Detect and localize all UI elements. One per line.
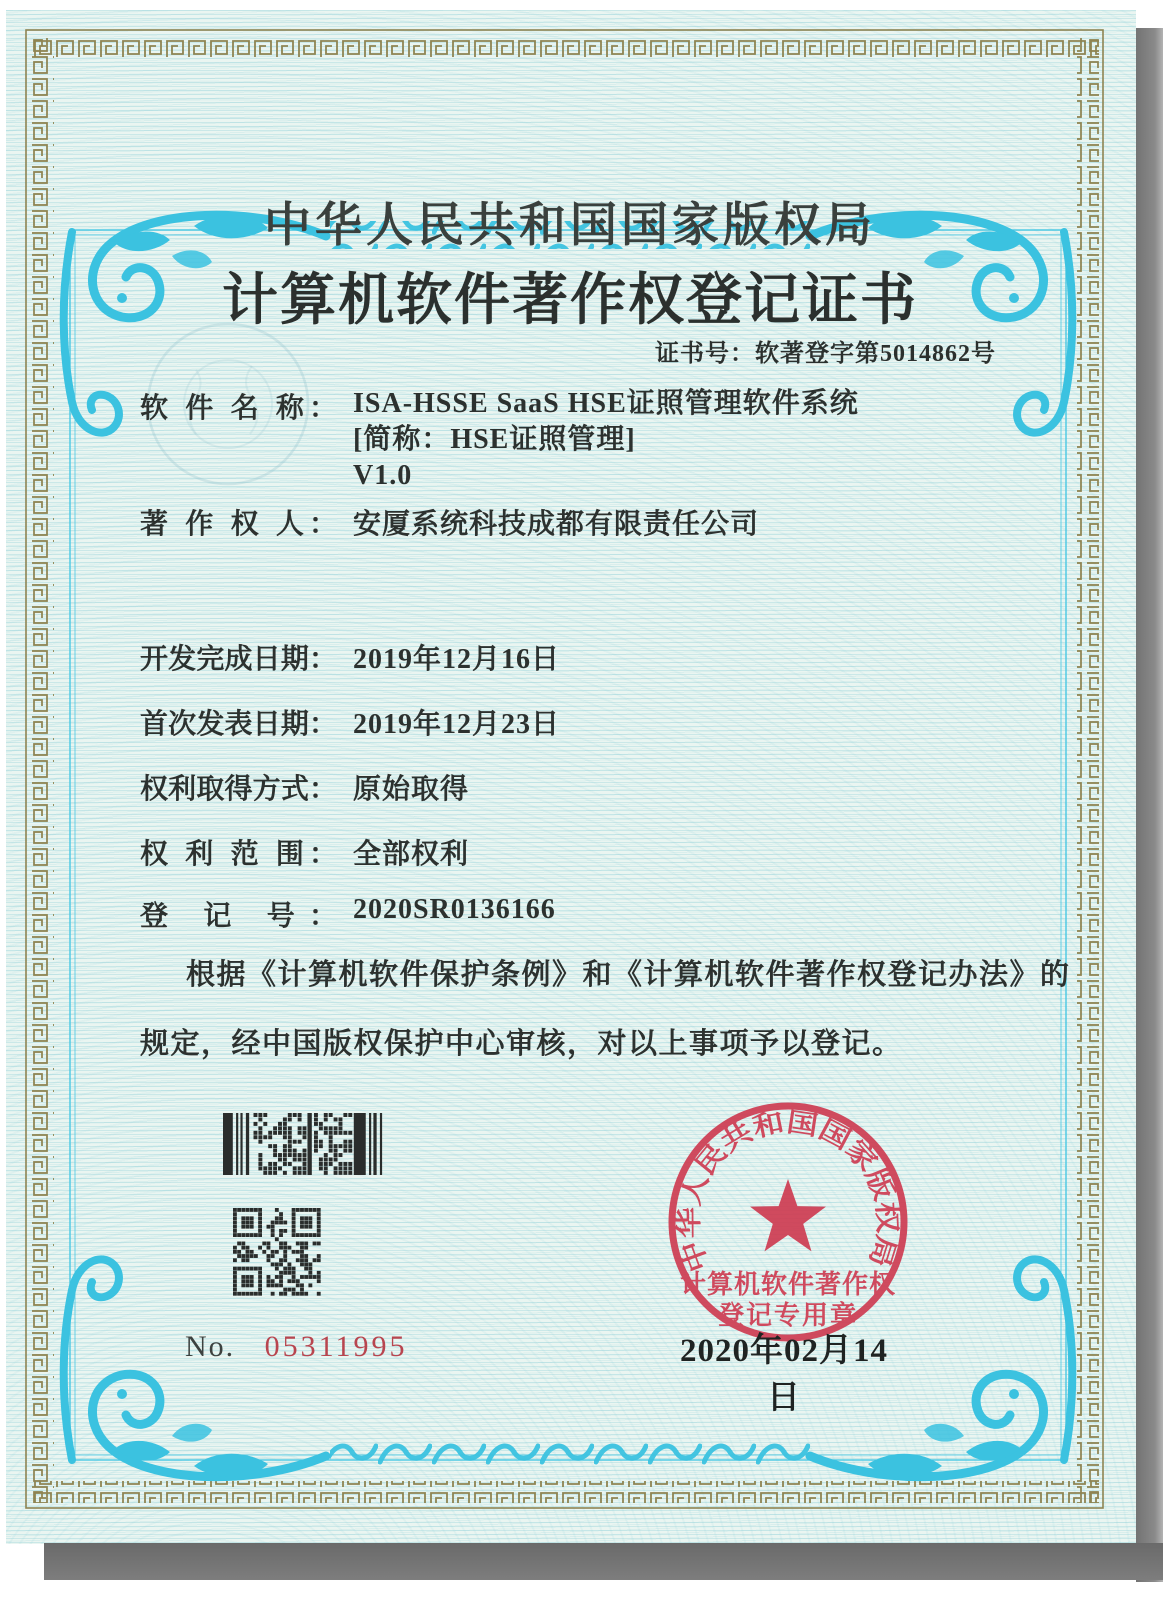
field-label: 软 件 名 称： [140,393,337,424]
field-label: 著 作 权 人： [140,509,337,540]
field-label: 权利取得方式： [140,774,337,805]
field-row-dev-complete-date [140,637,560,677]
seal-text-line2: 登记专用章 [717,1301,859,1330]
field-label: 开发完成日期： [140,644,337,675]
red-star-icon [750,1179,826,1251]
serial-number-label: No. [185,1330,236,1363]
field-label: 首次发表日期： [140,709,337,740]
certificate-number-label: 证书号： [655,341,755,367]
field-value: 2019年12月23日 [353,709,561,740]
software-name-line3: V1.0 [353,460,413,491]
field-label: 登 记 号： [140,901,337,932]
certificate-number [540,333,996,368]
field-row-rights-acquisition [140,767,469,807]
field-row-first-publish-date [140,702,560,742]
field-value: 全部权利 [353,839,470,870]
serial-number [185,1330,408,1364]
certificate-number-value: 软著登字第5014862号 [755,341,996,367]
field-value: 2019年12月16日 [353,644,561,675]
field-row-copyright-owner [140,502,759,542]
field-value: 原始取得 [353,774,470,805]
seal-text-line1: 计算机软件著作权 [679,1270,897,1299]
statement-line-2: 规定，经中国版权保护中心审核，对以上事项予以登记。 [140,1028,903,1060]
certificate-title: 计算机软件著作权登记证书 [222,270,918,332]
bottom-scroll-band [330,1441,810,1469]
field-row-software-name [140,386,859,494]
serial-number-value: 05311995 [264,1330,408,1363]
qr-code [233,1208,321,1296]
seal-ring-text: 中华人民共和国国家版权局 [673,1106,903,1276]
seal-date: 2020年02月14日 [680,1333,888,1416]
field-value [353,386,859,494]
field-row-rights-scope [140,832,469,872]
authority-name: 中华人民共和国国家版权局 [264,200,876,252]
field-value: 2020SR0136166 [353,894,556,925]
barcode-1d [223,1113,393,1175]
software-name-line2: [简称：HSE证照管理] [353,424,636,455]
statement-line-1: 根据《计算机软件保护条例》和《计算机软件著作权登记办法》的 [186,959,1071,991]
field-row-registration-no [140,894,556,934]
software-name-line1: ISA-HSSE SaaS HSE证照管理软件系统 [353,388,859,419]
field-label: 权 利 范 围： [140,839,337,870]
field-value: 安厦系统科技成都有限责任公司 [353,509,760,540]
